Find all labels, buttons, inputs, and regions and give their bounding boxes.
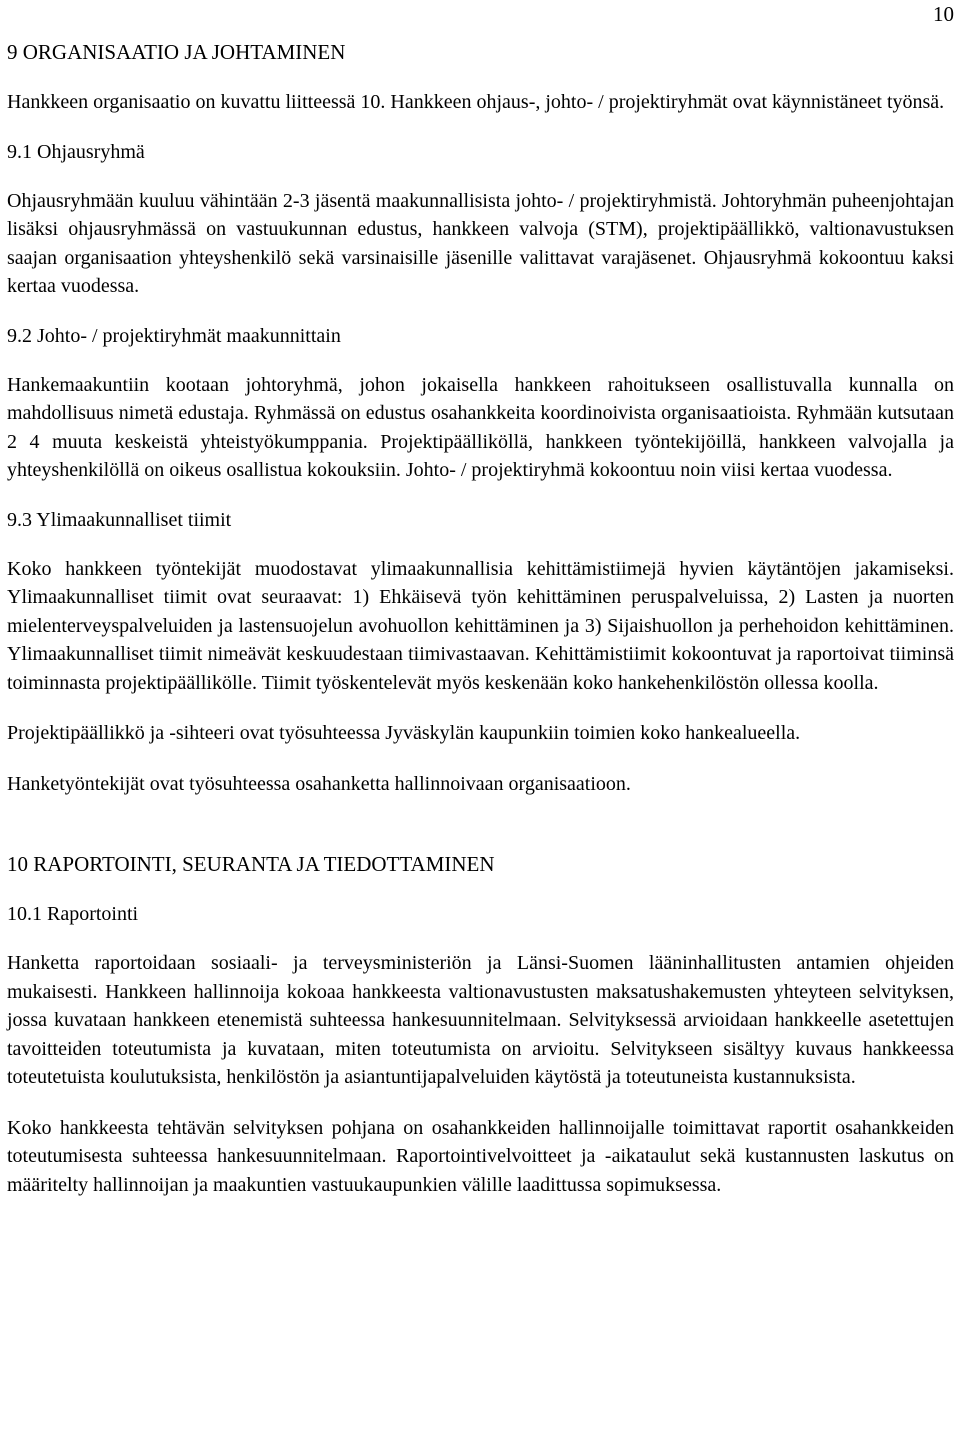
section-9-3-text-3: Hanketyöntekijät ovat työsuhteessa osahanketta hallinnoivaan organisaatioon. xyxy=(7,772,631,795)
section-10-1-text-2: Koko hankkeesta tehtävän selvityksen pohjana on osahankkeiden hallinnoijalle toimittavat raportit osahankkeiden toteutumisesta suhteessa hankesuunnitelmaan. Raportointivelvoitteet ja -aikataulut sekä kustannusten laskutus on määritelty hallinnoijan ja maakuntien vastuukaupunkien välille laadittussa sopimuksessa. xyxy=(7,1116,954,1196)
section-9-3-text-1: Koko hankkeen työntekijät muodostavat ylimaakunnallisia kehittämistiimejä hyvien käytäntöjen jakamiseksi. Ylimaakunnalliset tiimit ovat seuraavat: 1) Ehkäisevä työn kehittäminen peruspalveluissa, 2) Lasten ja nuorten mielenterveyspalveluiden ja lastensuojelun avohuollon kehittäminen ja 3) Sijaishuollon ja perhehoidon kehittäminen. Ylimaakunnalliset tiimit nimeävät keskuudestaan tiimivastaavan. Kehittämistiimit kokoontuvat ja raportoivat tiiminsä toiminnasta projektipäällikölle. Tiimit työskentelevät myös keskenään koko hankehenkilöstön ollessa koolla. xyxy=(7,557,954,694)
section-9-intro: Hankkeen organisaatio on kuvattu liitteessä 10. Hankkeen ohjaus-, johto- / projektiryhmät ovat käynnistäneet työnsä. xyxy=(7,91,945,113)
document-body xyxy=(7,38,954,1199)
page-number: 10 xyxy=(933,2,954,26)
section-9-1-text: Ohjausryhmään kuuluu vähintään 2-3 jäsentä maakunnallisista johto- / projektiryhmistä. Johtoryhmän puheenjohtajan lisäksi ohjausryhmässä on vastuukunnan edustus, hankkeen valvoja (STM), projektipäällikkö, valtionavustuksen saajan organisaation yhteyshenkilö sekä varsinaisille jäsenille valittavat varajäsenet. Ohjausryhmä kokoontuu kaksi kertaa vuodessa. xyxy=(7,189,954,297)
section-9-2-heading: 9.2 Johto- / projektiryhmät maakunnittain xyxy=(7,324,341,347)
section-10-heading: 10 RAPORTOINTI, SEURANTA JA TIEDOTTAMINEN xyxy=(7,852,495,876)
section-9-heading: 9 ORGANISAATIO JA JOHTAMINEN xyxy=(7,40,346,64)
section-9-2-text: Hankemaakuntiin kootaan johtoryhmä, johon jokaisella hankkeen rahoitukseen osallistuvalla kunnalla on mahdollisuus nimetä edustaja. Ryhmässä on edustus osahankkeita koordinoivista organisaatioista. Ryhmään kutsutaan 2 4 muuta keskeistä yhteistyökumppania. Projektipäälliköllä, hankkeen työntekijöillä, hankkeen valvojalla ja yhteyshenkilöllä on oikeus osallistua kokouksiin. Johto- / projektiryhmä kokoontuu noin viisi kertaa vuodessa. xyxy=(7,373,954,481)
section-9-3-heading: 9.3 Ylimaakunnalliset tiimit xyxy=(7,508,232,531)
section-10-1-heading: 10.1 Raportointi xyxy=(7,903,139,925)
section-10-1-text-1: Hanketta raportoidaan sosiaali- ja terveysministeriön ja Länsi-Suomen lääninhallitusten antamien ohjeiden mukaisesti. Hankkeen hallinnoija kokoaa hankkeesta valtionavustusten maksatushakemusten yhteyteen selvityksen, jossa kuvataan hankkeen etenemistä suhteessa hankesuunnitelmaan. Selvityksessä arvioidaan hankkeelle asetettujen tavoitteiden toteutumista ja kuvataan, miten toteutumista on arvioitu. Selvitykseen sisältyy kuvaus hankkeessa toteutetuista koulutuksista, henkilöstön ja asiantuntijapalveluiden käytöstä ja toteutuneista kustannuksista. xyxy=(7,952,954,1088)
section-9-3-text-2: Projektipäällikkö ja -sihteeri ovat työsuhteessa Jyväskylän kaupunkiin toimien koko hankealueella. xyxy=(7,722,801,744)
section-9-1-heading: 9.1 Ohjausryhmä xyxy=(7,140,145,163)
